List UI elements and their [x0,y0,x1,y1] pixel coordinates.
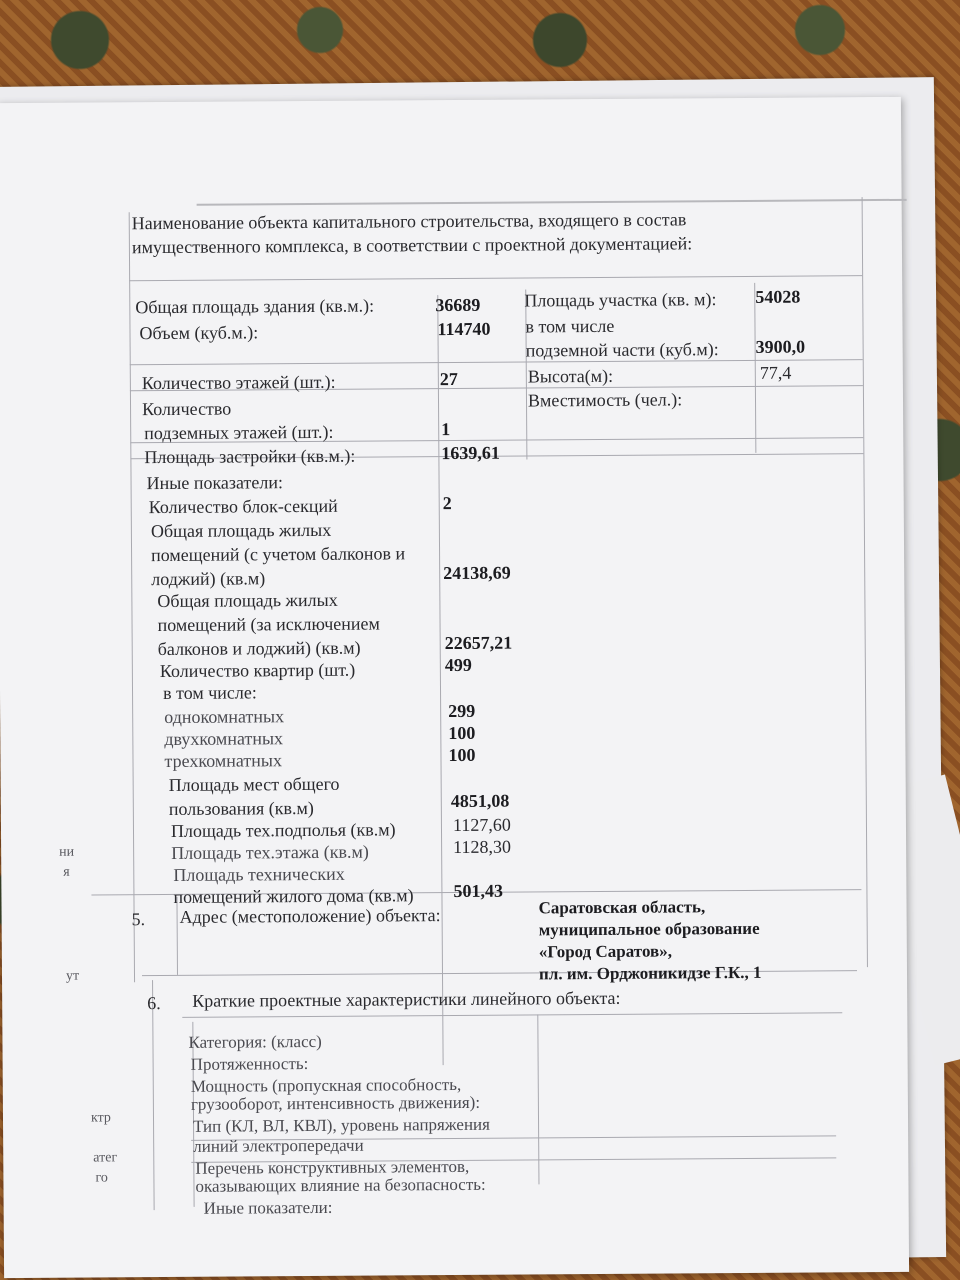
table-col-divider [176,897,178,975]
apartments-value: 499 [444,654,472,676]
linear-row-length: Протяженность: [190,1054,309,1074]
tech-floor-value: 1128,30 [453,836,512,857]
address-line-1: Саратовская область, [538,897,706,918]
table-border-left [129,212,135,982]
linear-row-elements-2: оказывающих влияние на безопасность: [195,1174,486,1196]
underground-floors-label-2: подземных этажей (шт.): [144,421,334,444]
header-line-2: имущественного комплекса, в соответствии с проектной документацией: [131,233,693,258]
table-col-divider [152,980,155,1210]
living-area-with-label-1: Общая площадь жилых [150,519,332,542]
two-room-value: 100 [448,722,476,744]
address-line-3: «Город Саратов», [538,941,672,962]
linear-row-category: Категория: (класс) [188,1031,322,1052]
tech-rooms-label-1: Площадь технических [173,863,345,885]
address-line-2: муниципальное образование [538,918,760,940]
underground-floors-value: 1 [441,419,451,440]
basement-label: Площадь тех.подполья (кв.м) [170,819,396,841]
three-room-label: трехкомнатных [164,750,283,772]
apartments-label: Количество квартир (шт.) [159,659,356,682]
living-area-without-label-3: балконов и лоджий) (кв.м) [157,637,361,660]
document-page [0,97,909,1278]
height-value: 77,4 [759,362,792,383]
linear-row-other: Иные показатели: [203,1197,333,1218]
edge-fragment: атег [93,1150,118,1166]
sections-value: 2 [442,493,452,514]
address-line-4: пл. им. Орджоникидзе Г.К., 1 [538,962,762,984]
edge-fragment: го [95,1170,108,1186]
including-label-2: в том числе: [162,682,257,704]
edge-fragment: ни [59,844,75,860]
table-row-line [182,1012,842,1018]
living-area-without-label-2: помещений (за исключением [157,613,380,636]
address-number: 5. [131,909,146,930]
table-row-line [129,275,862,281]
floors-label: Количество этажей (шт.): [141,371,336,394]
total-area-value: 36689 [435,294,481,316]
table-row-line [130,359,863,365]
linear-row-type-1: Тип (КЛ, ВЛ, КВЛ), уровень напряжения [192,1114,490,1136]
two-room-label: двухкомнатных [164,728,284,750]
edge-fragment: я [63,864,70,880]
header-line-1: Наименование объекта капитального строительства, входящего в состав [131,209,687,234]
linear-row-capacity-1: Мощность (пропускная способность, [190,1074,462,1096]
total-area-label: Общая площадь здания (кв.м.): [135,295,375,318]
tech-floor-label: Площадь тех.этажа (кв.м) [171,841,369,863]
living-area-without-label-1: Общая площадь жилых [157,589,338,612]
living-area-with-label-3: лоджий) (кв.м) [151,568,266,590]
underground-volume-label: подземной части (куб.м): [525,339,719,361]
table-border-right [862,197,868,967]
table-col-divider-3 [754,283,756,453]
other-indicators-title: Иные показатели: [146,472,284,494]
three-room-value: 100 [448,744,476,766]
underground-floors-label-1: Количество [141,398,232,420]
living-area-without-value: 22657,21 [444,632,513,654]
one-room-value: 299 [448,700,476,722]
volume-label: Объем (куб.м.): [139,322,259,344]
floors-value: 27 [439,368,458,390]
tech-rooms-label-2: помещений жилого дома (кв.м) [173,885,414,907]
building-area-label: Площадь застройки (кв.м.): [144,445,356,468]
edge-fragment: ут [65,968,80,984]
common-area-label-2: пользования (кв.м) [168,797,314,819]
capacity-label: Вместимость (чел.): [527,389,683,411]
fold-line [197,199,907,206]
edge-fragment: ктр [90,1110,111,1126]
basement-value: 1127,60 [452,814,511,835]
living-area-with-value: 24138,69 [443,562,511,584]
building-area-value: 1639,61 [441,442,500,464]
including-label: в том числе [525,315,615,337]
living-area-with-label-2: помещений (с учетом балконов и [150,543,406,566]
linear-row-elements-1: Перечень конструктивных элементов, [195,1156,470,1178]
sections-label: Количество блок-секций [148,495,338,518]
common-area-label-1: Площадь мест общего [168,773,340,795]
tech-rooms-value: 501,43 [453,880,503,901]
linear-object-number: 6. [147,993,161,1014]
underground-volume-value: 3900,0 [755,336,806,357]
plot-area-label: Площадь участка (кв. м): [524,289,717,311]
linear-row-capacity-2: грузооборот, интенсивность движения): [190,1092,481,1114]
table-col-divider [437,295,443,1065]
height-label: Высота(м): [527,365,614,387]
linear-object-title: Краткие проектные характеристики линейного объекта: [192,987,621,1011]
linear-row-type-2: линий электропередачи [193,1135,364,1156]
one-room-label: однокомнатных [164,706,285,728]
plot-area-value: 54028 [755,286,801,307]
common-area-value: 4851,08 [450,790,510,812]
address-label: Адрес (местоположение) объекта: [179,905,441,927]
volume-value: 114740 [437,318,491,340]
